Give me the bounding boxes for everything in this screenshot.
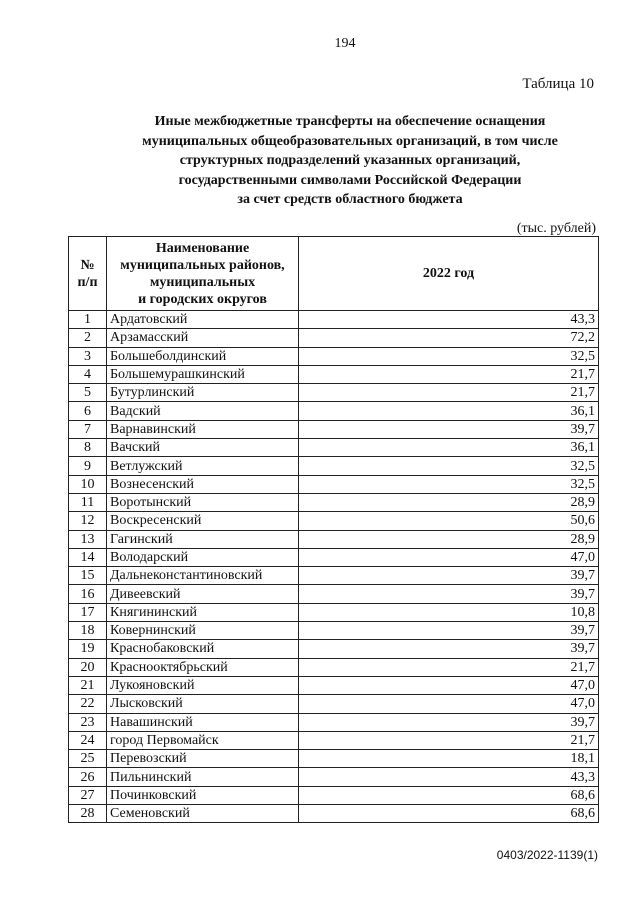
row-number-cell: 3 [69, 347, 107, 365]
table-row [69, 603, 599, 621]
district-name-cell: Большемурашкинский [107, 365, 299, 383]
document-code: 0403/2022-1139(1) [496, 848, 598, 862]
district-name-cell: Лукояновский [107, 676, 299, 694]
amount-cell: 28,9 [299, 530, 599, 548]
table-row [69, 402, 599, 420]
row-number-cell: 14 [69, 548, 107, 566]
table-row [69, 439, 599, 457]
row-number-cell: 19 [69, 640, 107, 658]
row-number-cell: 18 [69, 622, 107, 640]
amount-cell: 21,7 [299, 658, 599, 676]
amount-cell: 39,7 [299, 622, 599, 640]
table-body [69, 311, 599, 823]
table-row [69, 365, 599, 383]
district-name-cell: Навашинский [107, 713, 299, 731]
table-row [69, 585, 599, 603]
district-name-cell: Арзамасский [107, 329, 299, 347]
table-row [69, 347, 599, 365]
table-row [69, 676, 599, 694]
title-line: государственными символами Российской Федерации [178, 172, 522, 188]
transfers-table [68, 236, 599, 823]
district-name-cell: Вадский [107, 402, 299, 420]
header-number-abbrev: п/п [77, 274, 98, 290]
row-number-cell: 9 [69, 457, 107, 475]
district-name-cell: Воротынский [107, 493, 299, 511]
amount-cell: 72,2 [299, 329, 599, 347]
district-name-cell: Вачский [107, 439, 299, 457]
district-name-cell: Краснооктябрьский [107, 658, 299, 676]
row-number-cell: 16 [69, 585, 107, 603]
row-number-cell: 6 [69, 402, 107, 420]
district-name-cell: Варнавинский [107, 420, 299, 438]
table-row [69, 731, 599, 749]
table-row [69, 786, 599, 804]
header-number [69, 237, 107, 311]
row-number-cell: 11 [69, 493, 107, 511]
table-row [69, 768, 599, 786]
header-name-line: муниципальных районов, [120, 257, 285, 273]
amount-cell: 21,7 [299, 384, 599, 402]
row-number-cell: 26 [69, 768, 107, 786]
row-number-cell: 10 [69, 475, 107, 493]
amount-cell: 47,0 [299, 548, 599, 566]
amount-cell: 32,5 [299, 457, 599, 475]
district-name-cell: Пильнинский [107, 768, 299, 786]
district-name-cell: Семеновский [107, 805, 299, 823]
table-label: Таблица 10 [522, 76, 594, 92]
table-row [69, 567, 599, 585]
district-name-cell: Дальнеконстантиновский [107, 567, 299, 585]
amount-cell: 36,1 [299, 402, 599, 420]
amount-cell: 36,1 [299, 439, 599, 457]
row-number-cell: 21 [69, 676, 107, 694]
title-line: муниципальных общеобразовательных организаций, в том числе [142, 133, 558, 149]
amount-cell: 39,7 [299, 567, 599, 585]
title-line: за счет средств областного бюджета [237, 192, 463, 207]
title-line: Иные межбюджетные трансферты на обеспечение оснащения [154, 114, 546, 129]
district-name-cell: Дивеевский [107, 585, 299, 603]
table-row [69, 658, 599, 676]
district-name-cell: Краснобаковский [107, 640, 299, 658]
table-row [69, 420, 599, 438]
row-number-cell: 22 [69, 695, 107, 713]
document-title [90, 112, 610, 210]
row-number-cell: 15 [69, 567, 107, 585]
header-name-line: Наименование [155, 240, 250, 256]
amount-cell: 47,0 [299, 676, 599, 694]
table-row [69, 457, 599, 475]
row-number-cell: 13 [69, 530, 107, 548]
district-name-cell: город Первомайск [107, 731, 299, 749]
amount-cell: 68,6 [299, 805, 599, 823]
district-name-cell: Ковернинский [107, 622, 299, 640]
district-name-cell: Ардатовский [107, 311, 299, 329]
amount-cell: 50,6 [299, 512, 599, 530]
row-number-cell: 24 [69, 731, 107, 749]
row-number-cell: 23 [69, 713, 107, 731]
amount-cell: 18,1 [299, 750, 599, 768]
table-row [69, 622, 599, 640]
amount-cell: 43,3 [299, 768, 599, 786]
district-name-cell: Гагинский [107, 530, 299, 548]
row-number-cell: 1 [69, 311, 107, 329]
row-number-cell: 20 [69, 658, 107, 676]
row-number-cell: 28 [69, 805, 107, 823]
district-name-cell: Бутурлинский [107, 384, 299, 402]
amount-cell: 10,8 [299, 603, 599, 621]
table-row [69, 384, 599, 402]
header-name-line: и городских округов [138, 291, 267, 307]
amount-cell: 68,6 [299, 786, 599, 804]
table-row [69, 805, 599, 823]
amount-cell: 47,0 [299, 695, 599, 713]
amount-cell: 21,7 [299, 731, 599, 749]
row-number-cell: 25 [69, 750, 107, 768]
table-row [69, 640, 599, 658]
district-name-cell: Перевозский [107, 750, 299, 768]
district-name-cell: Починковский [107, 786, 299, 804]
header-name-line: муниципальных [149, 274, 256, 290]
row-number-cell: 27 [69, 786, 107, 804]
table-row [69, 750, 599, 768]
row-number-cell: 7 [69, 420, 107, 438]
amount-cell: 39,7 [299, 585, 599, 603]
table-row [69, 311, 599, 329]
district-name-cell: Володарский [107, 548, 299, 566]
amount-cell: 39,7 [299, 640, 599, 658]
table-header-row [69, 237, 599, 311]
row-number-cell: 17 [69, 603, 107, 621]
header-year: 2022 год [299, 237, 599, 311]
amount-cell: 21,7 [299, 365, 599, 383]
table-row [69, 713, 599, 731]
district-name-cell: Лысковский [107, 695, 299, 713]
table-row [69, 329, 599, 347]
amount-cell: 32,5 [299, 347, 599, 365]
district-name-cell: Ветлужский [107, 457, 299, 475]
header-number-symbol: № [80, 257, 95, 273]
row-number-cell: 2 [69, 329, 107, 347]
table-row [69, 530, 599, 548]
row-number-cell: 12 [69, 512, 107, 530]
district-name-cell: Княгининский [107, 603, 299, 621]
district-name-cell: Воскресенский [107, 512, 299, 530]
table-row [69, 695, 599, 713]
amount-cell: 39,7 [299, 713, 599, 731]
table-row [69, 512, 599, 530]
table-row [69, 475, 599, 493]
district-name-cell: Большеболдинский [107, 347, 299, 365]
amount-cell: 32,5 [299, 475, 599, 493]
title-line: структурных подразделений указанных организаций, [179, 153, 521, 168]
amount-cell: 28,9 [299, 493, 599, 511]
row-number-cell: 8 [69, 439, 107, 457]
row-number-cell: 5 [69, 384, 107, 402]
amount-cell: 43,3 [299, 311, 599, 329]
page-number: 194 [334, 36, 356, 51]
row-number-cell: 4 [69, 365, 107, 383]
table-row [69, 493, 599, 511]
units-label: (тыс. рублей) [516, 221, 596, 236]
amount-cell: 39,7 [299, 420, 599, 438]
header-name [107, 237, 299, 311]
table-row [69, 548, 599, 566]
district-name-cell: Вознесенский [107, 475, 299, 493]
